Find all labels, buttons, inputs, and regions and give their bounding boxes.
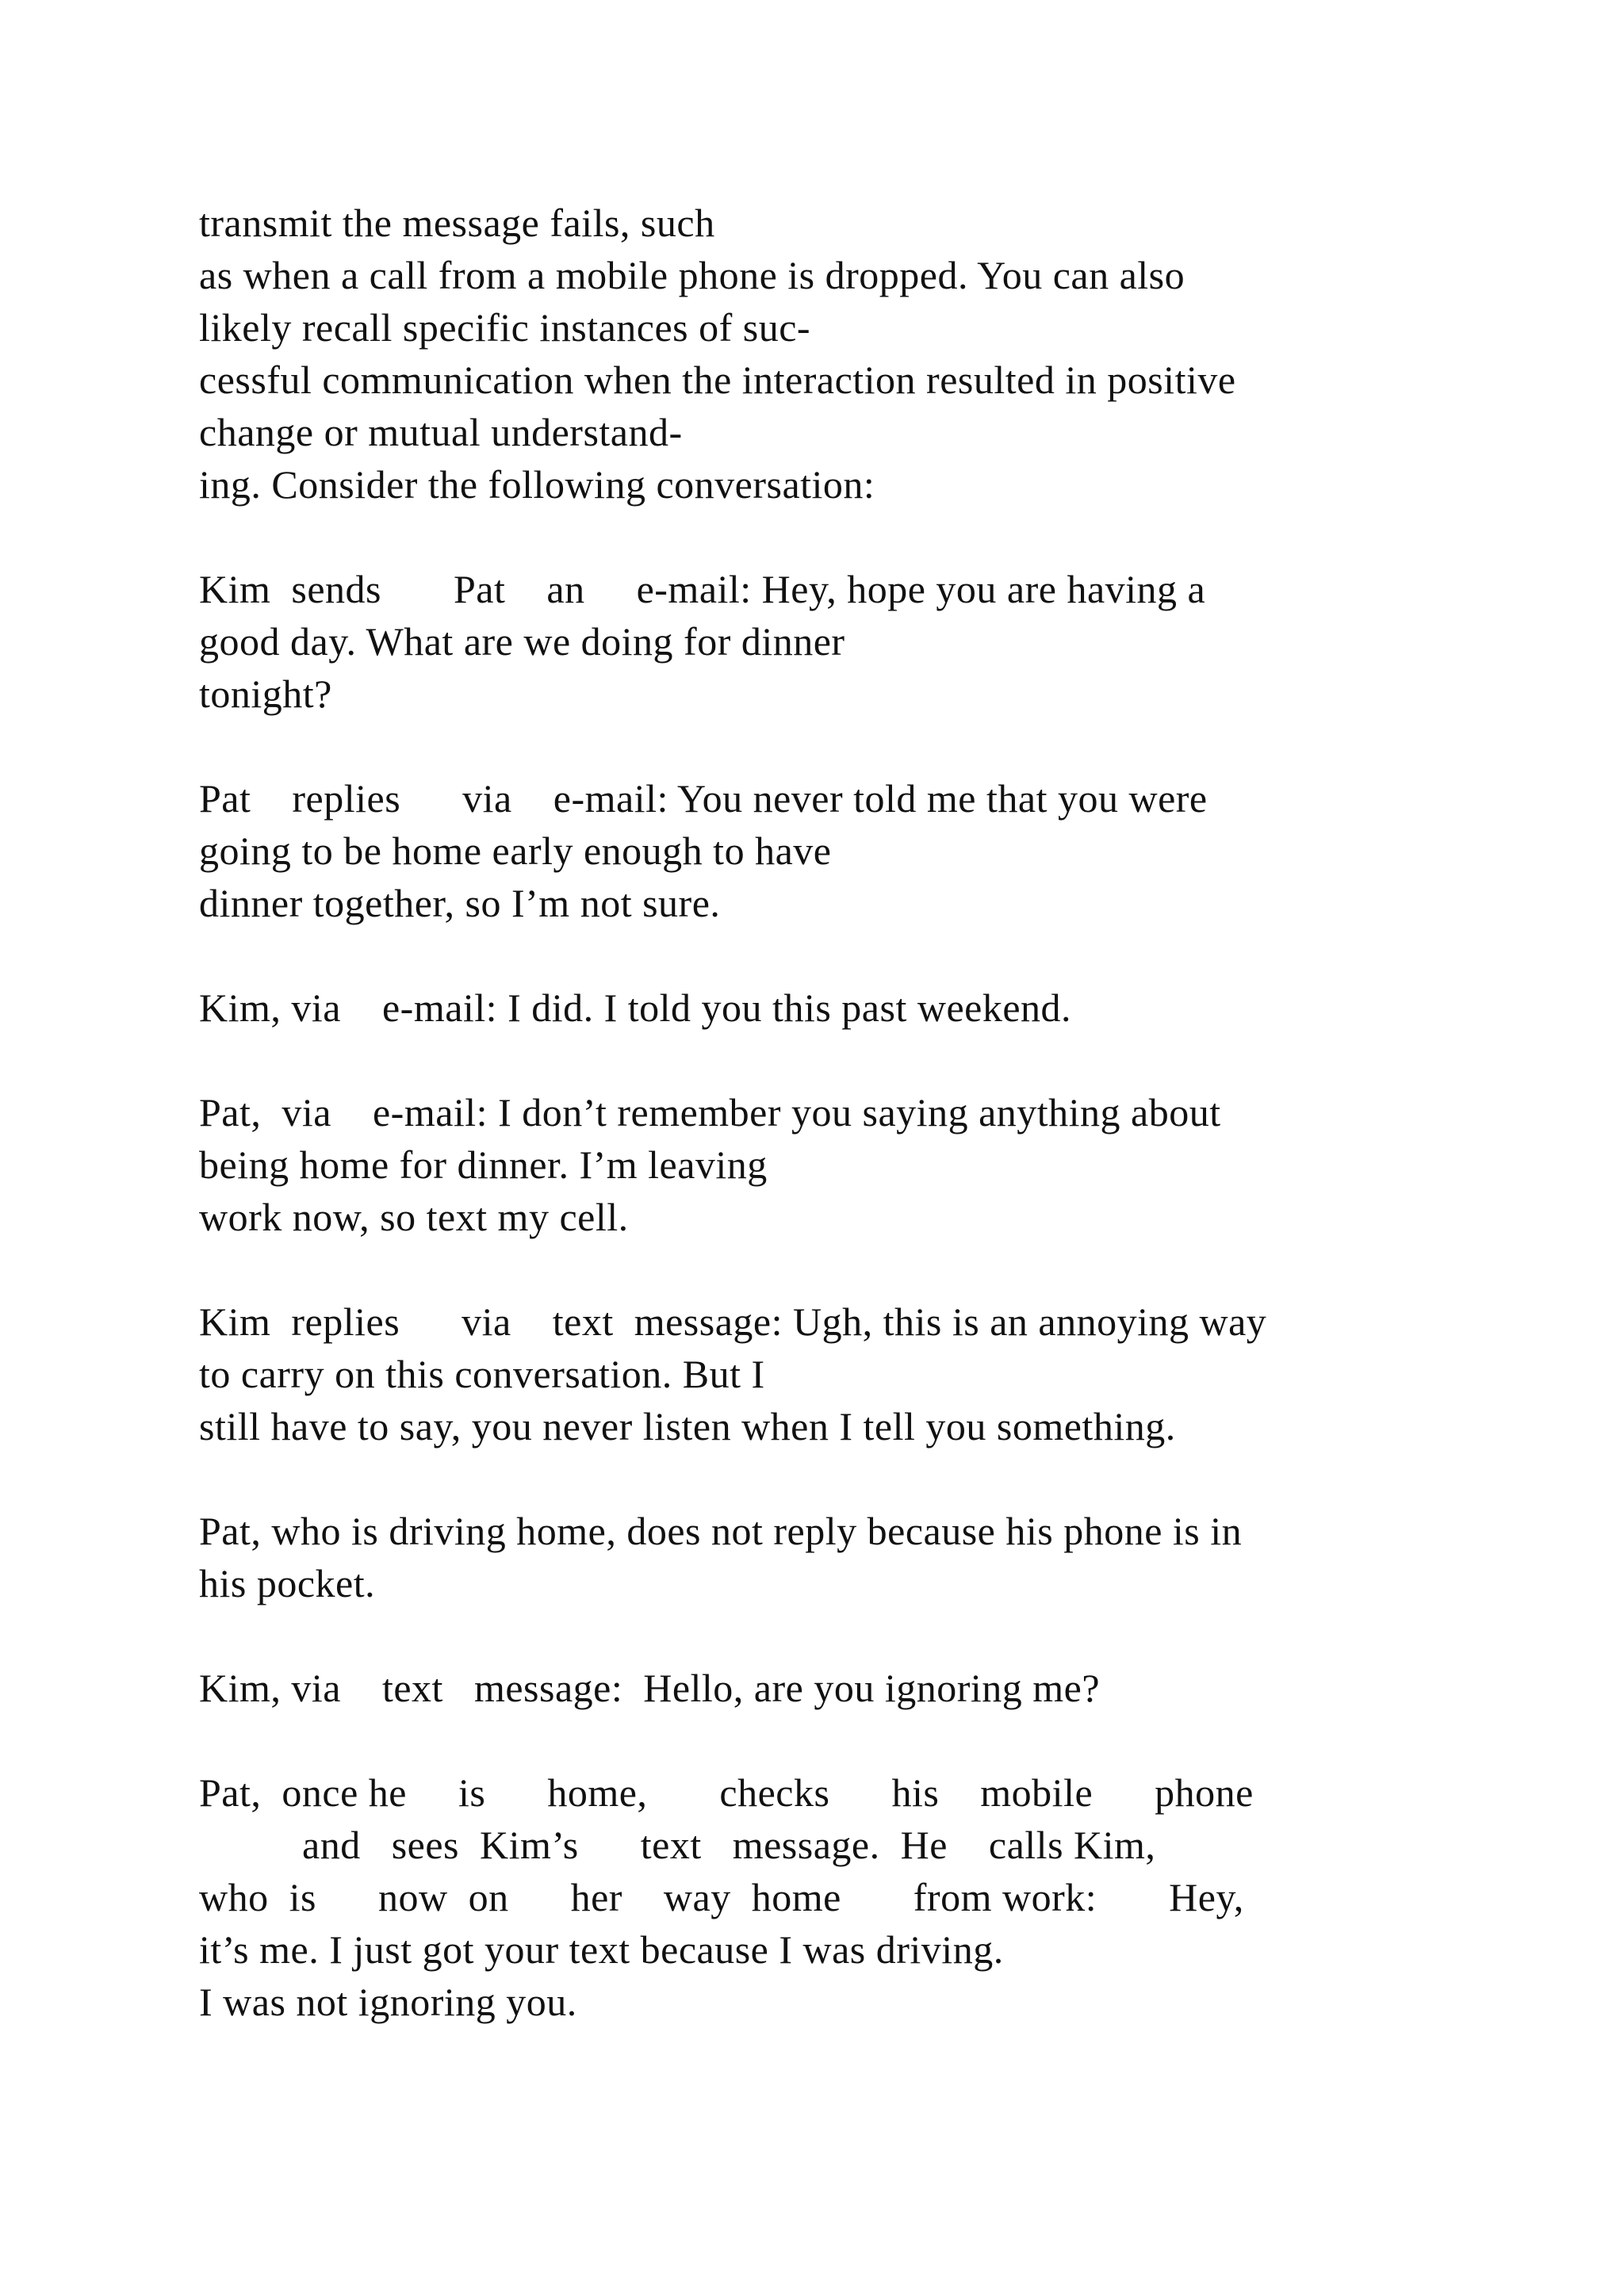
text-line: work now, so text my cell. [199,1195,629,1239]
text-line: Kim, via text message: Hello, are you ignoring me? [199,1666,1101,1710]
text-line: Pat, via e-mail: I don’t remember you saying anything about [199,1090,1221,1135]
text-line: tonight? [199,672,332,716]
text-line: being home for dinner. I’m leaving [199,1142,768,1187]
text-line: going to be home early enough to have [199,828,832,873]
text-line: and sees Kim’s text message. He calls Kim, [199,1823,1156,1867]
text-line: still have to say, you never listen when I tell you something. [199,1404,1176,1448]
text-line: transmit the message fails, such [199,201,715,245]
text-line: who is now on her way home from work: Hey, [199,1875,1244,1919]
text-line: I was not ignoring you. [199,1980,577,2024]
text-line: change or mutual understand- [199,410,683,454]
text-line: good day. What are we doing for dinner [199,619,845,664]
text-line: cessful communication when the interaction resulted in positive [199,358,1236,402]
text-line: it’s me. I just got your text because I was driving. [199,1927,1004,1972]
text-line: Pat replies via e-mail: You never told me that you were [199,776,1208,821]
text-line: Pat, once he is home, checks his mobile phone [199,1770,1254,1815]
text-line: ing. Consider the following conversation: [199,462,875,507]
text-line: Kim, via e-mail: I did. I told you this past weekend. [199,985,1072,1030]
text-line: as when a call from a mobile phone is dropped. You can also [199,253,1185,297]
text-line: Kim replies via text message: Ugh, this is an annoying way [199,1299,1267,1344]
text-line: to carry on this conversation. But I [199,1352,765,1396]
text-line: Pat, who is driving home, does not reply because his phone is in [199,1509,1243,1553]
text-line: Kim sends Pat an e-mail: Hey, hope you are having a [199,567,1206,611]
text-line: his pocket. [199,1561,376,1605]
text-line: likely recall specific instances of suc- [199,305,811,350]
text-line: dinner together, so I’m not sure. [199,881,721,925]
